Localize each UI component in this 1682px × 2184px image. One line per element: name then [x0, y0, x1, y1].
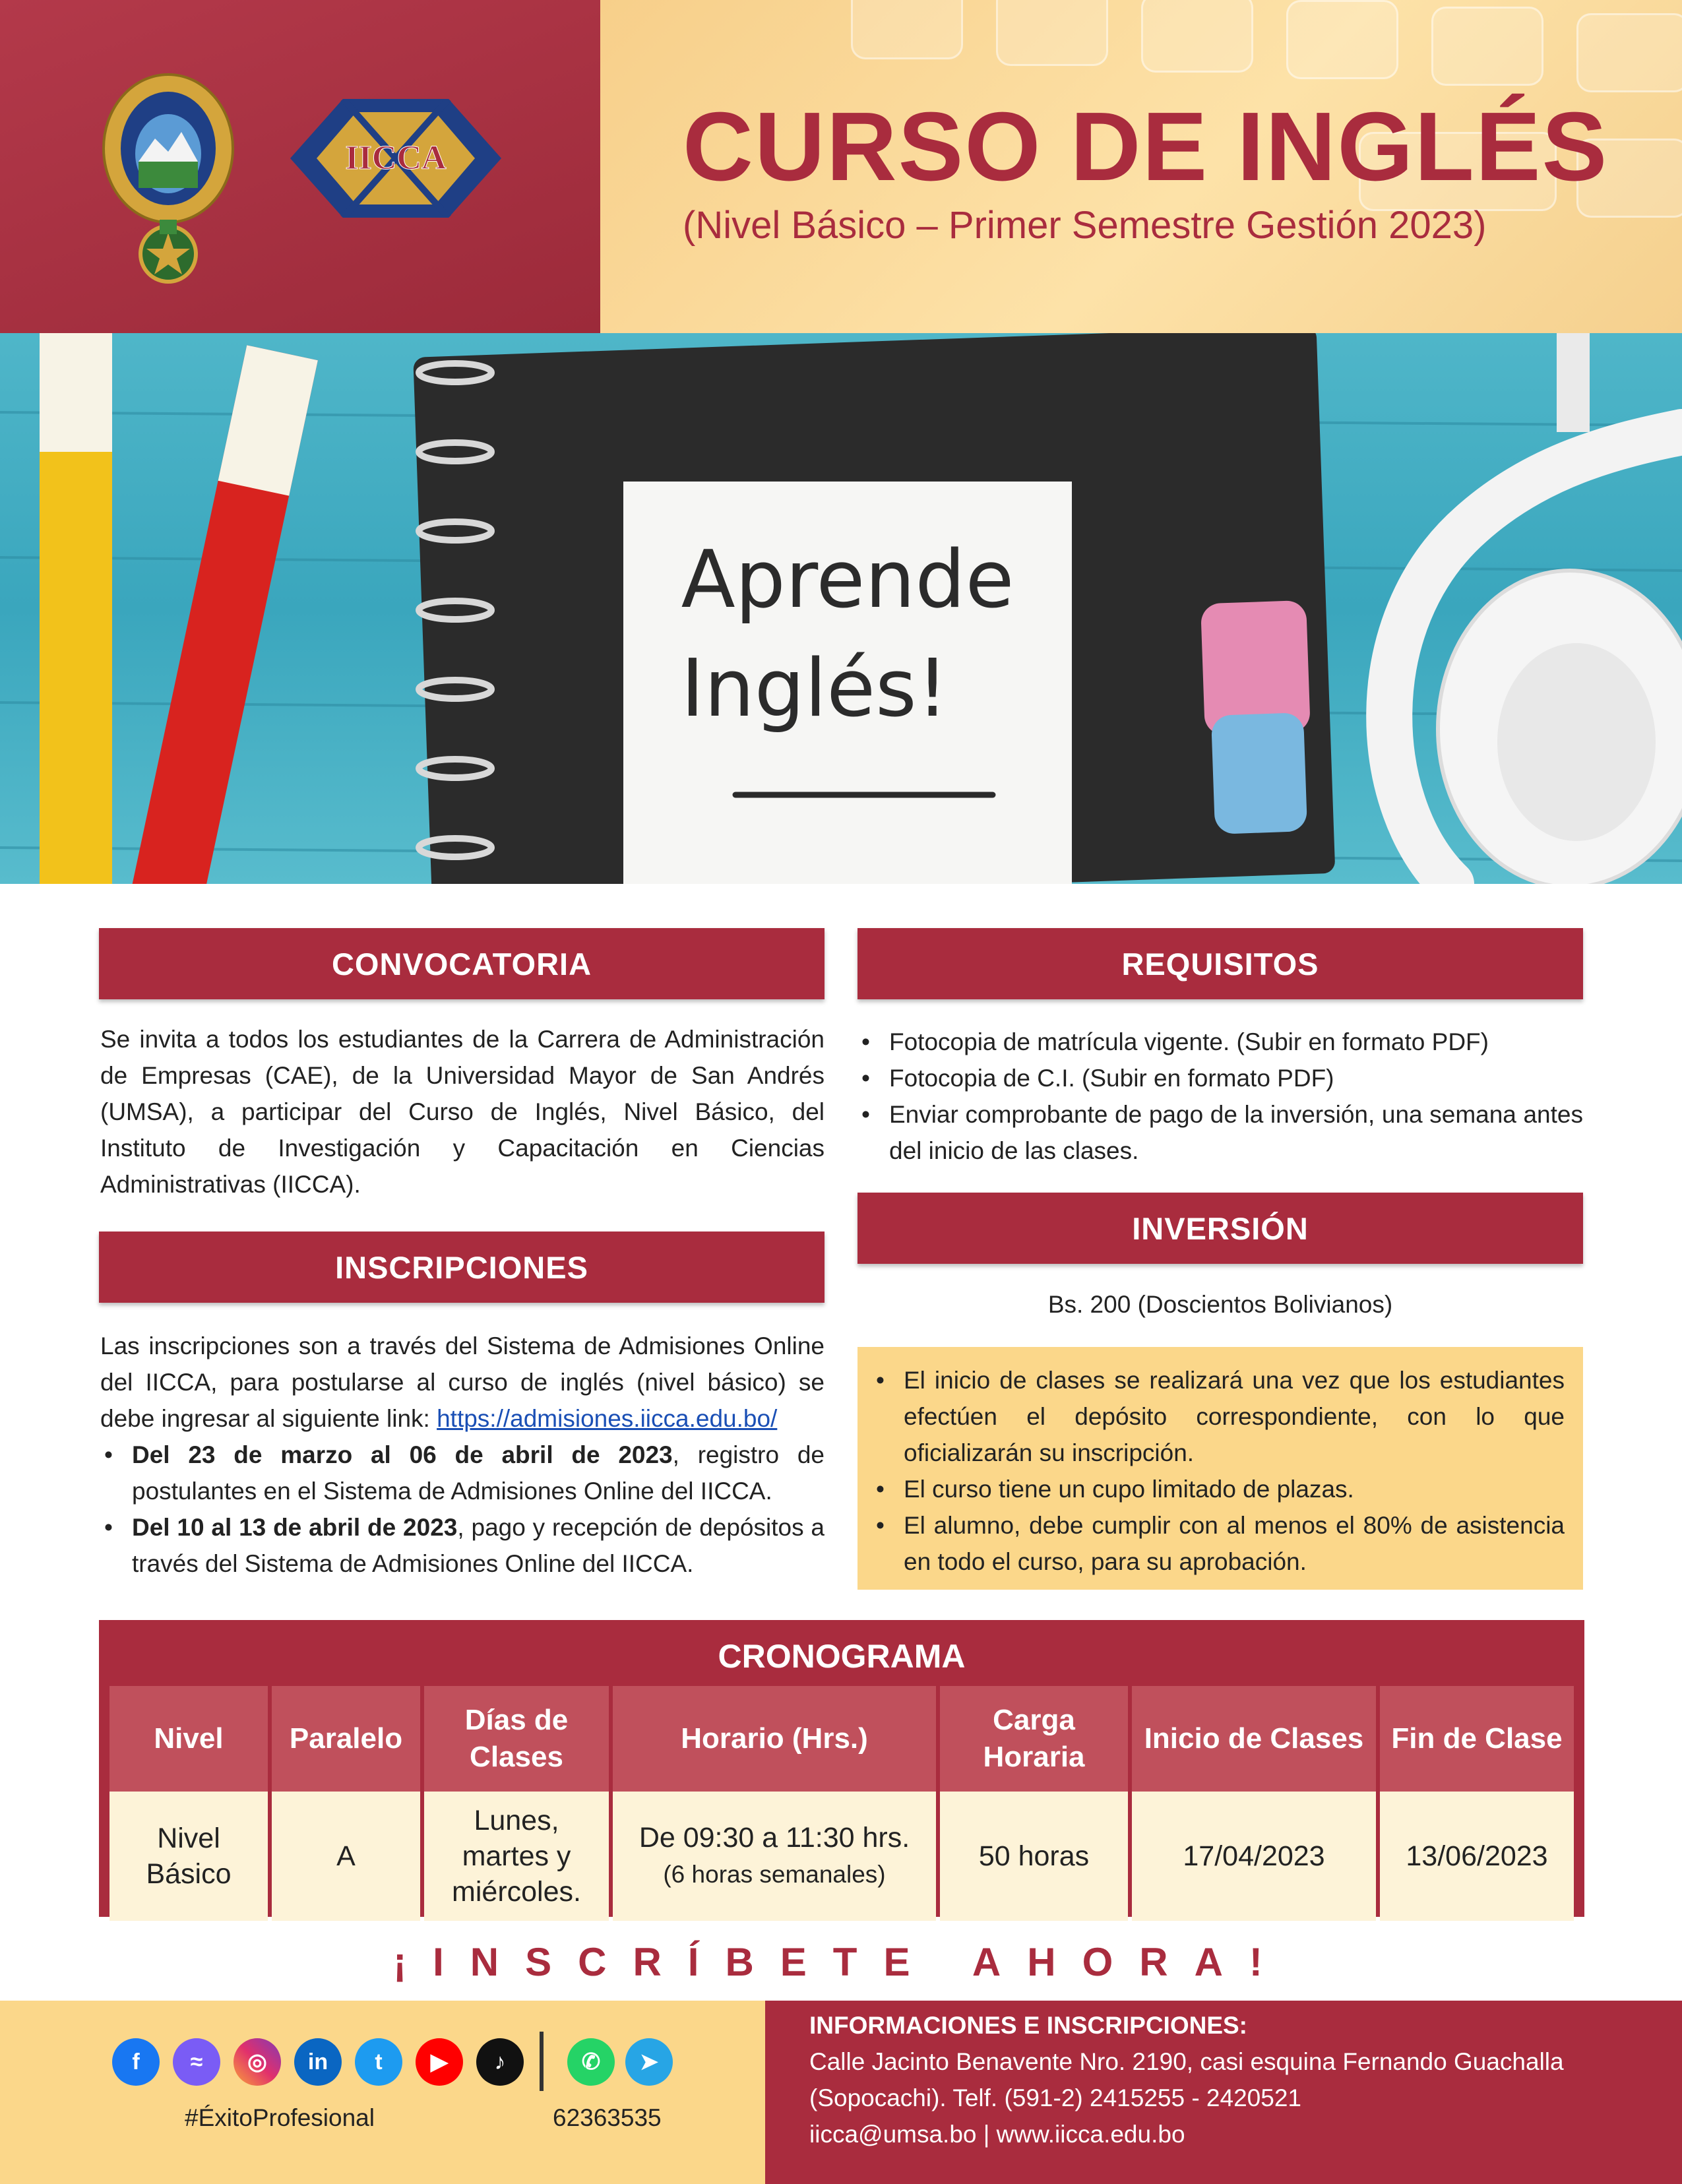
col-header-fin: Fin de Clase: [1380, 1686, 1574, 1792]
facebook-icon[interactable]: f: [112, 2038, 160, 2086]
requisitos-list: [857, 1024, 1583, 1169]
cell-fin: 13/06/2023: [1380, 1792, 1574, 1921]
date-desc-2: , pago y recepción de depósitos a través del Sistema de Admisiones Online del IICCA.: [132, 1514, 825, 1577]
list-item: • El alumno, debe cumplir con al menos el 80% de asistencia en todo el curso, para su aprobación.: [872, 1507, 1565, 1580]
inscripciones-heading: INSCRIPCIONES: [99, 1232, 825, 1303]
cell-paralelo: A: [272, 1792, 420, 1921]
col-header-carga: Carga Horaria: [940, 1686, 1128, 1792]
telegram-icon[interactable]: ➤: [625, 2038, 673, 2086]
footer-divider: [540, 2032, 544, 2091]
iicca-logo-text: IICCA: [345, 139, 447, 177]
col-header-paralelo: Paralelo: [272, 1686, 420, 1792]
footer-contact-line: iicca@umsa.bo | www.iicca.edu.bo: [809, 2121, 1185, 2148]
col-header-dias: Días de Clases: [424, 1686, 609, 1792]
list-item: • Fotocopia de matrícula vigente. (Subir en formato PDF): [857, 1024, 1583, 1060]
cell-nivel: Nivel Básico: [109, 1792, 268, 1921]
inscripciones-intro: [100, 1328, 825, 1437]
cell-inicio: 17/04/2023: [1132, 1792, 1376, 1921]
page-subtitle: (Nivel Básico – Primer Semestre Gestión 2023): [683, 204, 1487, 247]
iicca-logo: [290, 99, 501, 218]
cell-horario: [613, 1792, 936, 1921]
hashtag-label: #ÉxitoProfesional: [185, 2104, 375, 2131]
footer-social-panel: [0, 2001, 765, 2184]
list-item: • Enviar comprobante de pago de la inversión, una semana antes del inicio de las clases.: [857, 1096, 1583, 1169]
date-desc-1: , registro de postulantes en el Sistema de Admisiones Online del IICCA.: [132, 1441, 825, 1505]
note-line-1: Aprende: [681, 534, 1014, 626]
inversion-amount: Bs. 200 (Doscientos Bolivianos): [1047, 1291, 1393, 1318]
table-header-row: [109, 1686, 1574, 1792]
table-row: [109, 1792, 1574, 1921]
whatsapp-icon[interactable]: ✆: [567, 2038, 615, 2086]
hero-illustration: [0, 333, 1682, 884]
phone-number: 62363535: [553, 2104, 662, 2131]
footer-info-title: INFORMACIONES E INSCRIPCIONES:: [809, 2012, 1247, 2039]
convocatoria-heading: CONVOCATORIA: [99, 928, 825, 999]
note-line-2: Inglés!: [681, 643, 949, 735]
col-header-nivel: Nivel: [109, 1686, 268, 1792]
notes-list: [872, 1362, 1565, 1580]
schedule-table: [106, 1686, 1578, 1921]
horario-time: De 09:30 a 11:30 hrs.: [639, 1822, 910, 1854]
list-item: [100, 1509, 825, 1582]
admisiones-link[interactable]: https://admisiones.iicca.edu.bo/: [437, 1405, 778, 1432]
footer-address-line-2: (Sopocachi). Telf. (591-2) 2415255 - 2420521: [809, 2084, 1301, 2111]
umsa-seal-logo: [99, 69, 237, 294]
youtube-icon[interactable]: ▶: [416, 2038, 463, 2086]
instagram-icon[interactable]: ◎: [234, 2038, 281, 2086]
col-header-horario: Horario (Hrs.): [613, 1686, 936, 1792]
inscripciones-dates-list: [100, 1437, 825, 1582]
date-range-1: Del 23 de marzo al 06 de abril de 2023: [132, 1441, 673, 1468]
cronograma-title: CRONOGRAMA: [718, 1638, 966, 1675]
list-item: • El inicio de clases se realizará una vez que los estudiantes efectúen el depósito correspondiente, con lo que oficializarán su inscripción.: [872, 1362, 1565, 1471]
linkedin-icon[interactable]: in: [294, 2038, 342, 2086]
inscripciones-block: [100, 1328, 825, 1582]
cronograma-table: [99, 1620, 1584, 1917]
requisitos-heading: REQUISITOS: [857, 928, 1583, 999]
horario-note: (6 horas semanales): [663, 1861, 886, 1888]
messenger-icon[interactable]: ≈: [173, 2038, 220, 2086]
list-item: • El curso tiene un cupo limitado de plazas.: [872, 1471, 1565, 1507]
tiktok-icon[interactable]: ♪: [476, 2038, 524, 2086]
list-item: • Fotocopia de C.I. (Subir en formato PDF): [857, 1060, 1583, 1096]
page-title: CURSO DE INGLÉS: [683, 92, 1609, 201]
twitter-icon[interactable]: t: [355, 2038, 402, 2086]
inscripciones-intro-text: Las inscripciones son a través del Sistema de Admisiones Online del IICCA, para postularse al curso de inglés (nivel básico) se debe ingresar al siguiente link:: [100, 1332, 825, 1432]
hero-photo: [0, 333, 1682, 884]
list-item: [100, 1437, 825, 1509]
date-range-2: Del 10 al 13 de abril de 2023: [132, 1514, 458, 1541]
cell-carga: 50 horas: [940, 1792, 1128, 1921]
col-header-inicio: Inicio de Clases: [1132, 1686, 1376, 1792]
call-to-action: ¡INSCRÍBETE AHORA!: [393, 1940, 1289, 1984]
footer-address-line-1: Calle Jacinto Benavente Nro. 2190, casi esquina Fernando Guachalla: [809, 2048, 1564, 2075]
convocatoria-body: Se invita a todos los estudiantes de la Carrera de Administración de Empresas (CAE), de la Universidad Mayor de San Andrés (UMSA), a participar del Curso de Inglés, Nivel Básico, del Instituto de Investigación y Capacitación en Ciencias Administrativas (IICCA).: [100, 1026, 825, 1198]
inversion-heading: INVERSIÓN: [857, 1193, 1583, 1264]
cell-dias: Lunes, martes y miércoles.: [424, 1792, 609, 1921]
